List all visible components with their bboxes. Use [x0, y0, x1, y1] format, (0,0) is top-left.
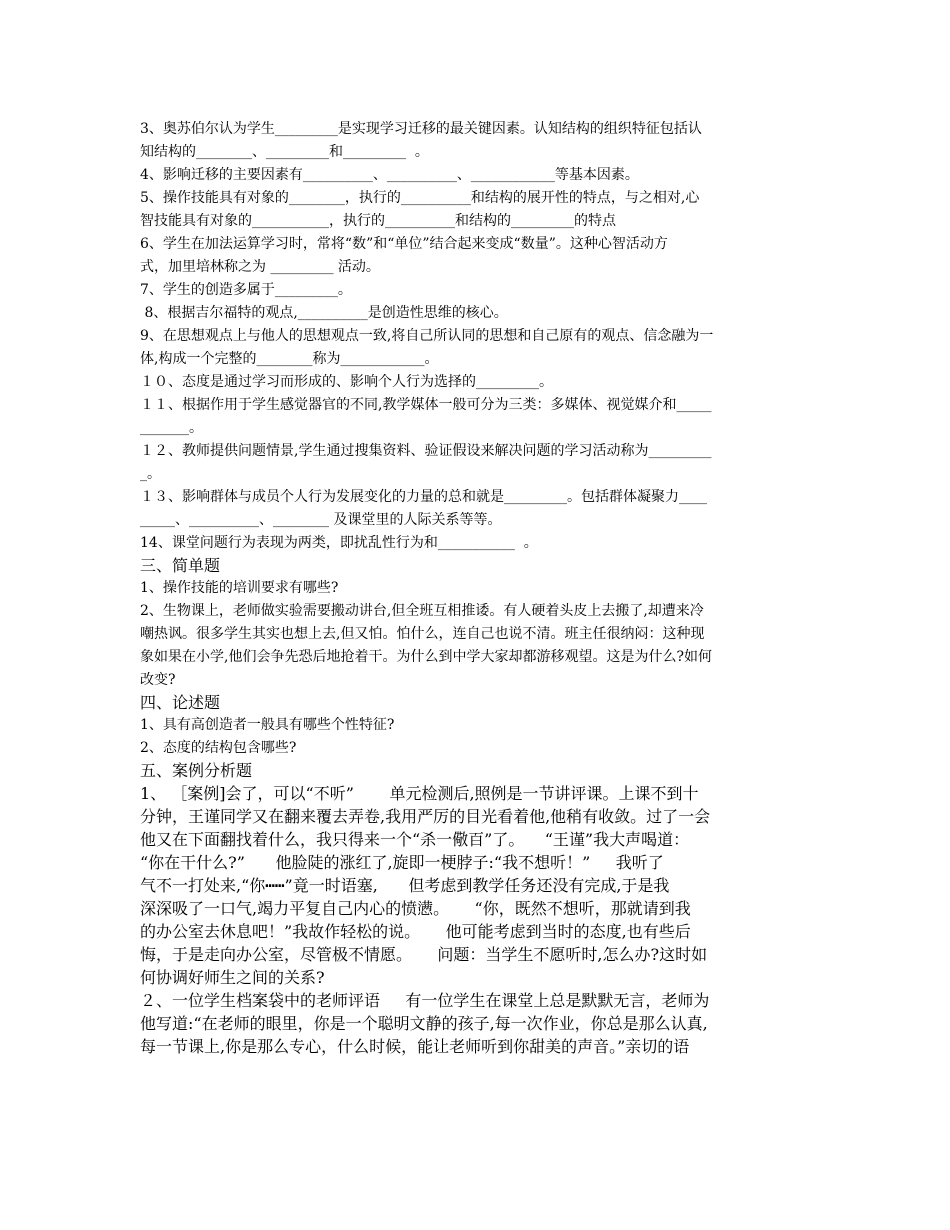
- section-heading: 三、简单题: [140, 556, 221, 575]
- text-line: 14、课堂问题行为表现为两类，即扰乱性行为和___________ 。: [140, 535, 538, 551]
- case-line: 的办公室去休息吧！”我故作轻松的说。 他可能考虑到当时的态度,也有些后: [140, 922, 691, 941]
- section-heading: 五、案例分析题: [140, 761, 253, 780]
- case-analysis: [140, 782, 820, 1058]
- question-line: 改变?: [140, 672, 176, 688]
- text-line: 智技能具有对象的___________，执行的__________和结构的_________的特点: [140, 213, 616, 229]
- text-line: １２、教师提供问题情景,学生通过搜集资料、验证假设来解决问题的学习活动称为_________: [140, 443, 712, 459]
- document-page: [140, 118, 820, 1058]
- text-line: １１、根据作用于学生感觉器官的不同,教学媒体一般可分为三类：多媒体、视觉媒介和_____: [140, 397, 712, 413]
- text-line: 4、影响迁移的主要因素有__________、__________、____________等基本因素。: [140, 167, 639, 183]
- question-line: 1、操作技能的培训要求有哪些?: [140, 580, 339, 596]
- section-heading: 四、论述题: [140, 693, 221, 712]
- short-answer-questions: [140, 577, 820, 692]
- text-line: 6、学生在加法运算学习时，常将“数”和“单位”结合起来变成“数量”。这种心智活动方: [140, 236, 668, 252]
- question-line: 1、具有高创造者一般具有哪些个性特征?: [140, 717, 395, 733]
- question-line: 嘲热讽。很多学生其实也想上去,但又怕。怕什么，连自己也说不清。班主任很纳闷：这种现: [140, 626, 705, 642]
- case-line: 分钟，王谨同学又在翻来覆去弄卷,我用严厉的目光看着他,他稍有收敛。过了一会: [140, 807, 711, 826]
- case-line: 气不一打处来,“你┅┅”竟一时语塞, 但考虑到教学任务还没有完成,于是我: [140, 876, 670, 895]
- text-line: 体,构成一个完整的________称为____________。: [140, 351, 439, 367]
- text-line: 式，加里培林称之为 _________ 活动。: [140, 259, 380, 275]
- question-line: 2、态度的结构包含哪些?: [140, 740, 297, 756]
- case-line: 深深吸了一口气,竭力平复自己内心的愤懑。 “你，既然不想听，那就请到我: [140, 899, 691, 918]
- text-line: 5、操作技能具有对象的________，执行的__________和结构的展开性的特点，与之相对,心: [140, 190, 700, 206]
- text-line: 7、学生的创造多属于_________。: [140, 282, 352, 298]
- text-line: 知结构的________、_________和_________ 。: [140, 144, 429, 160]
- text-line: １３、影响群体与成员个人行为发展变化的力量的总和就是_________。包括群体凝聚力____: [140, 489, 707, 505]
- text-line: _。: [140, 466, 161, 482]
- case-line: 他又在下面翻找着什么，我只得来一个“杀一儆百”了。 “王谨”我大声喝道：: [140, 830, 690, 849]
- case-line: 他写道:“在老师的眼里，你是一个聪明文静的孩子,每一次作业，你总是那么认真,: [140, 1014, 708, 1033]
- case-line: 何协调好师生之间的关系?: [140, 968, 325, 987]
- case-line: 每一节课上,你是那么专心，什么时候，能让老师听到你甜美的声音。”亲切的语: [140, 1037, 690, 1056]
- text-line: _______。: [140, 420, 203, 436]
- text-line: １０、态度是通过学习而形成的、影响个人行为选择的_________。: [140, 374, 553, 390]
- essay-questions: [140, 714, 820, 760]
- case-line: “你在干什么?” 他脸陡的涨红了,旋即一梗脖子:“我不想听！” 我听了: [140, 853, 664, 872]
- case-line: 1、 ［案例]会了，可以“不听” 单元检测后,照例是一节讲评课。上课不到十: [140, 784, 699, 803]
- question-line: 2、生物课上，老师做实验需要搬动讲台,但全班互相推诿。有人硬着头皮上去搬了,却遭来冷: [140, 603, 704, 619]
- text-line: 9、在思想观点上与他人的思想观点一致,将自己所认同的思想和自己原有的观点、信念融为一: [140, 328, 714, 344]
- fill-in-questions: [140, 118, 820, 555]
- text-line: _____、__________、________ 及课堂里的人际关系等等。: [140, 512, 502, 528]
- case-line: 悔，于是走向办公室，尽管极不情愿。 问题：当学生不愿听时,怎么办?这时如: [140, 945, 708, 964]
- question-line: 象如果在小学,他们会争先恐后地抢着干。为什么到中学大家却都游移观望。这是为什么?如何: [140, 649, 712, 665]
- text-line: 3、奥苏伯尔认为学生_________是实现学习迁移的最关键因素。认知结构的组织特征包括认: [140, 121, 702, 137]
- text-line: 8、根据吉尔福特的观点,__________是创造性思维的核心。: [140, 305, 508, 321]
- case-line: ２、一位学生档案袋中的老师评语 有一位学生在课堂上总是默默无言，老师为: [140, 991, 710, 1010]
